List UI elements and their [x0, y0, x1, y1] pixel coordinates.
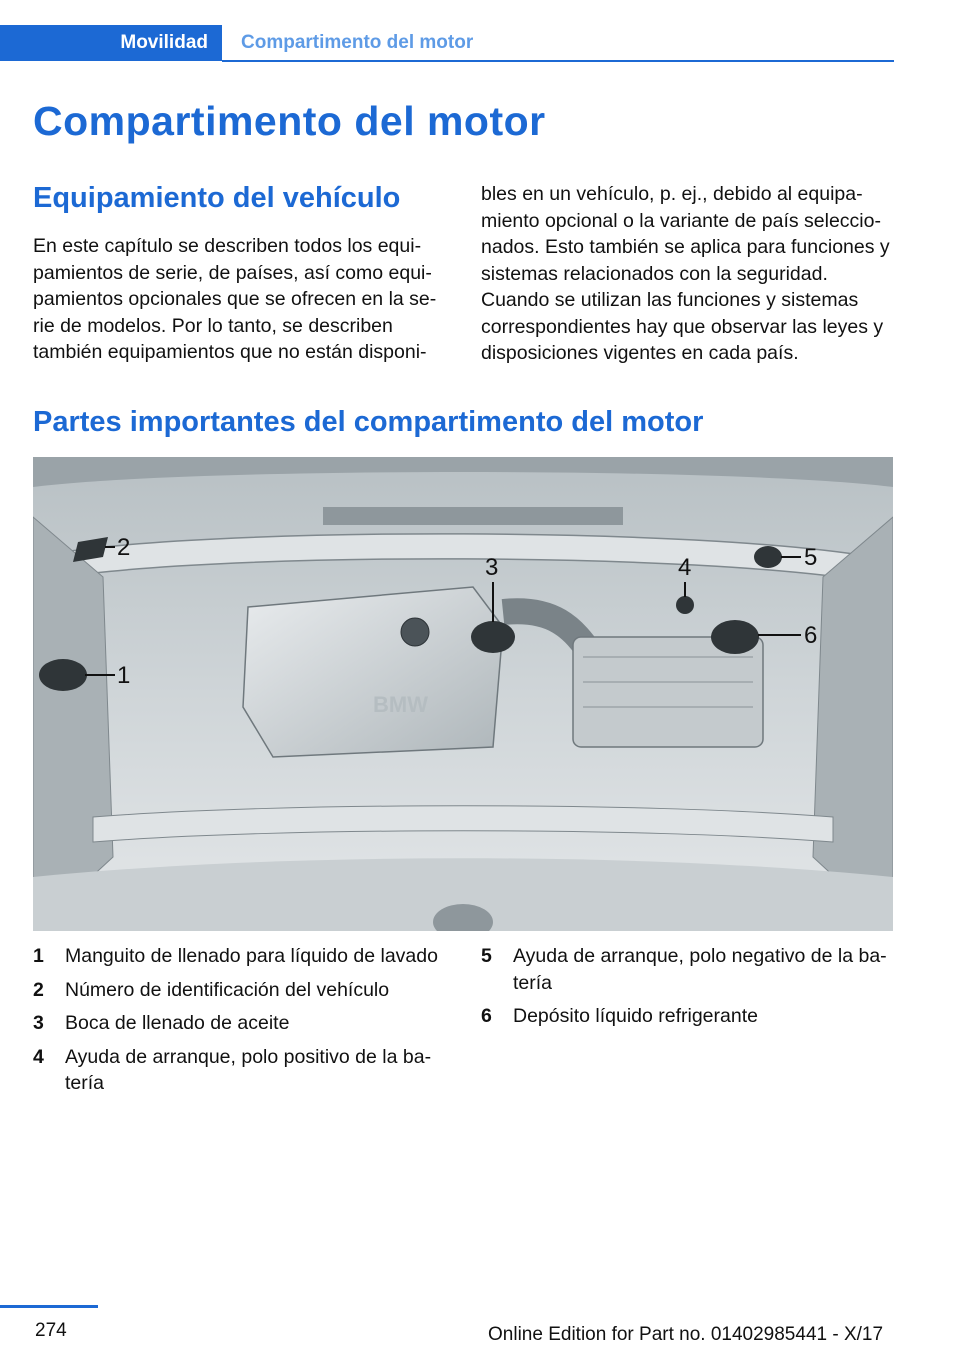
item-label: Depósito líquido refrigerante — [513, 1005, 758, 1027]
equipment-text-left — [33, 233, 451, 366]
page-header — [0, 0, 960, 62]
item-label: Ayuda de arranque, polo negativo de la ba-tería — [513, 945, 887, 994]
section-tab[interactable]: Movilidad — [0, 25, 222, 61]
equipment-paragraph-1-cont: bles en un vehículo, p. ej., debido al equipa-miento opcional o la variante de país seleccio-nados. Esto también se aplica para funciones y sistemas relacionados con la seguridad. — [481, 183, 890, 285]
item-label: Boca de llenado de aceite — [65, 1012, 290, 1034]
list-item — [33, 1044, 453, 1097]
item-label: Ayuda de arranque, polo positivo de la ba-tería — [65, 1045, 432, 1094]
equipment-paragraph-2: Cuando se utilizan las funciones y sistemas correspondientes hay que observar las leyes y disposiciones vigentes en cada país. — [481, 289, 884, 364]
washer-fluid-cap — [39, 659, 87, 691]
item-number: 5 — [481, 945, 492, 967]
callout-6: 6 — [804, 622, 818, 649]
page-title: Compartimento del motor — [33, 98, 546, 144]
coolant-reservoir-cap — [711, 620, 759, 654]
engine-illustration — [33, 457, 893, 931]
item-label: Número de identificación del vehículo — [65, 978, 390, 1001]
item-label: Manguito de llenado para líquido de lavado — [65, 945, 438, 967]
parts-legend-left — [33, 943, 453, 1104]
equipment-heading: Equipamiento del vehículo — [33, 182, 401, 214]
header-rule — [222, 60, 894, 62]
engine-compartment-figure — [33, 457, 893, 931]
list-item — [481, 1003, 895, 1030]
footer-rule — [0, 1305, 98, 1308]
equipment-paragraph-1: En este capítulo se describen todos los equi-pamientos de serie, de países, así como equi-pamientos opcionales que se ofrecen en la se-rie de modelos. Por lo tanto, se describen también equipamientos que no están disponi- — [33, 235, 437, 363]
callout-5: 5 — [804, 544, 818, 571]
negative-terminal — [754, 546, 782, 568]
oil-filler-cap — [471, 621, 515, 653]
callout-2: 2 — [117, 534, 131, 561]
list-item — [33, 943, 453, 970]
page-number: 274 — [35, 1320, 67, 1341]
edition-note: Online Edition for Part no. 01402985441 - X/17 — [488, 1324, 884, 1345]
positive-terminal — [676, 596, 694, 614]
item-number: 2 — [33, 978, 44, 1001]
list-item — [481, 943, 895, 996]
item-number: 4 — [33, 1045, 44, 1068]
parts-legend-right — [481, 943, 895, 1037]
equipment-text-right — [481, 181, 895, 367]
callout-3: 3 — [485, 554, 499, 581]
svg-text:BMW: BMW — [373, 692, 428, 717]
item-number: 1 — [33, 945, 44, 967]
list-item — [33, 977, 453, 1004]
item-number: 6 — [481, 1005, 492, 1027]
callout-1: 1 — [117, 662, 131, 689]
item-number: 3 — [33, 1012, 44, 1034]
parts-heading: Partes importantes del compartimento del motor — [33, 406, 704, 438]
chapter-tab[interactable]: Compartimento del motor — [241, 32, 474, 53]
list-item — [33, 1010, 453, 1037]
callout-4: 4 — [678, 554, 692, 581]
